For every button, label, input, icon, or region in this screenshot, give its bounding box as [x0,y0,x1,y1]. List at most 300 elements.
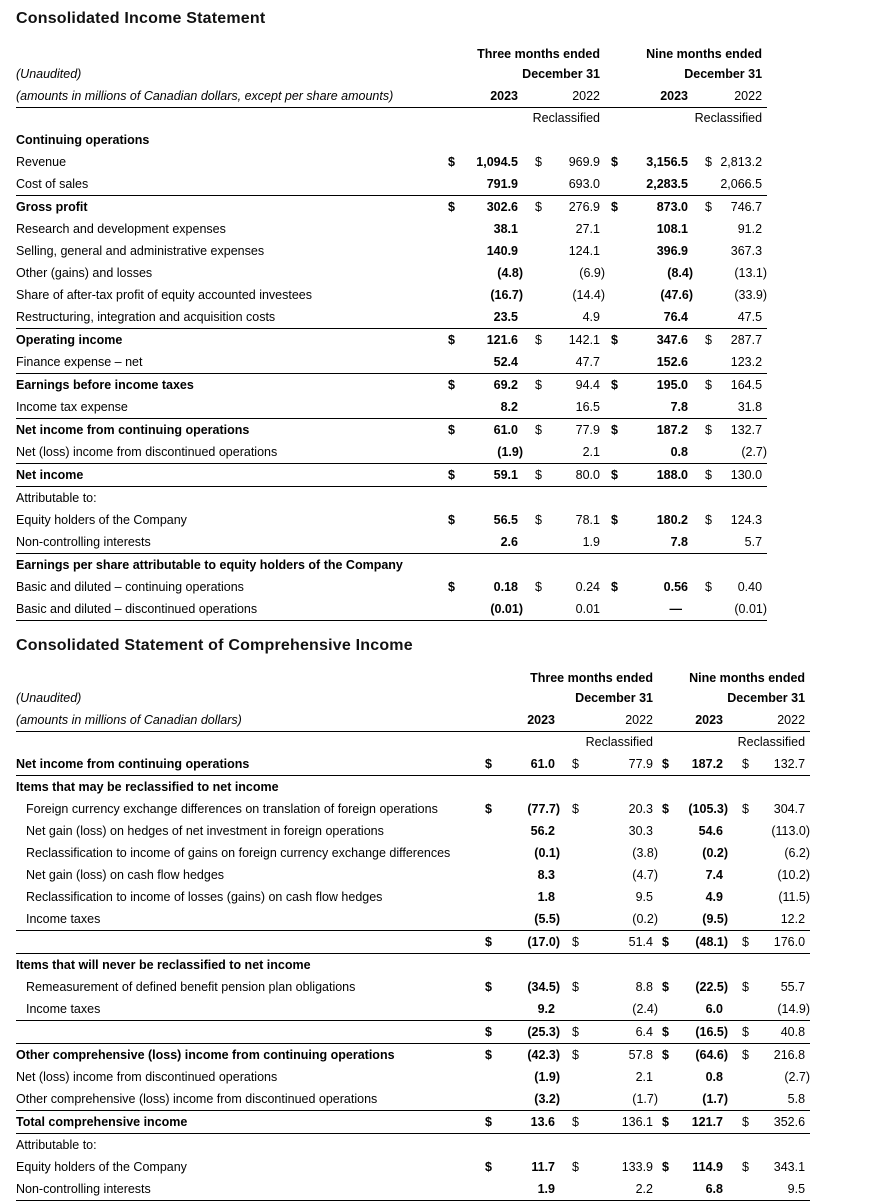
value-cell [499,998,560,1021]
value-text: 969.9 [568,155,600,169]
currency-symbol: $ [728,1021,756,1044]
year-header: 2022 [586,709,658,732]
currency-symbol [444,554,462,577]
currency-symbol [693,284,719,306]
value-cell [462,306,523,329]
value-cell [625,374,693,397]
value-cell [462,396,523,419]
currency-symbol [523,598,549,621]
value-text: 121.6 [486,333,518,347]
value-text: 0.01 [575,602,600,616]
value-text: 2.1 [582,445,600,459]
currency-symbol [481,908,499,931]
reclassified-note: Reclassified [532,111,600,125]
value-cell [625,240,693,262]
table-row [16,820,810,842]
value-cell [625,509,693,531]
currency-symbol [523,262,549,284]
value-text: 2.6 [500,535,518,549]
currency-symbol [605,173,625,196]
value-text: 0.40 [737,580,763,594]
value-cell [719,129,767,151]
value-cell [625,129,693,151]
value-cell [756,753,810,776]
currency-symbol: $ [728,1111,756,1134]
reclassified-note: Reclassified [694,111,763,125]
currency-symbol [481,1066,499,1088]
year-header: 2023 [676,709,728,732]
units-note: (amounts in millions of Canadian dollars, except per share amounts) [16,85,444,108]
value-cell [462,240,523,262]
currency-symbol [605,554,625,577]
period-group-title: Nine months ended [646,47,763,61]
value-cell [549,396,605,419]
currency-symbol: $ [572,802,579,816]
value-cell [549,196,605,219]
statement-title: Consolidated Statement of Comprehensive Income [16,637,413,654]
value-cell [499,886,560,908]
row-label: Remeasurement of defined benefit pension plan obligations [26,980,356,994]
value-text: 78.1 [575,513,600,527]
value-text: 51.4 [628,935,653,949]
currency-symbol [560,1088,586,1111]
row-label: Equity holders of the Company [16,1160,187,1174]
currency-symbol: $ [448,423,455,437]
currency-symbol [658,954,676,977]
table-row [16,129,767,151]
spacer-cell [605,85,625,108]
row-label: Non-controlling interests [16,1178,481,1201]
value-cell [462,151,523,173]
table-row [16,419,767,442]
table-row [16,1178,810,1201]
spacer-cell [16,108,444,130]
table-row [16,531,767,554]
value-text: 123.2 [730,355,763,369]
value-text: 2.1 [635,1070,653,1084]
value-cell [625,173,693,196]
year-header: 2023 [499,709,560,732]
value-text: 108.1 [656,222,688,236]
currency-symbol [658,1178,676,1201]
value-text: 3,156.5 [646,155,688,169]
value-text: (0.2) [702,846,728,860]
currency-symbol [523,129,549,151]
currency-symbol: $ [448,580,455,594]
value-text: 40.8 [780,1025,806,1039]
currency-symbol [560,998,586,1021]
value-text: 9.2 [537,1002,555,1016]
value-cell [549,509,605,531]
currency-symbol [444,218,462,240]
currency-symbol [481,820,499,842]
currency-symbol: $ [662,1048,669,1062]
currency-symbol: $ [728,753,756,776]
value-cell [462,196,523,219]
value-text: 1.9 [537,1182,555,1196]
currency-symbol [693,598,719,621]
table-row [16,1044,810,1067]
period-title-row [16,45,767,65]
value-cell [549,576,605,598]
value-cell [756,820,810,842]
currency-symbol [523,441,549,464]
value-cell [625,218,693,240]
currency-symbol: $ [560,931,586,954]
spacer-cell [481,709,499,732]
value-text: (16.5) [695,1025,728,1039]
row-label: Research and development expenses [16,222,226,236]
value-text: 8.3 [537,868,555,882]
value-text: 0.24 [575,580,600,594]
value-cell [549,173,605,196]
value-text: (0.01) [734,602,768,616]
value-text: 30.3 [628,824,653,838]
row-label: Operating income [16,333,123,347]
currency-symbol: $ [658,1021,676,1044]
value-cell [625,329,693,352]
value-cell [719,374,767,397]
period-subtitle-row [16,65,767,85]
row-label: Net income from continuing operations [16,423,250,437]
value-text: 1.9 [582,535,600,549]
value-text: 873.0 [656,200,688,214]
row-label: Restructuring, integration and acquisition costs [16,306,444,329]
value-text: 56.2 [530,824,555,838]
value-text: 693.0 [568,177,600,191]
value-cell [756,931,810,954]
currency-symbol [693,351,719,374]
currency-symbol [444,173,462,196]
value-cell [756,776,810,799]
table-row [16,1066,810,1088]
value-cell [625,598,693,621]
value-text: (113.0) [771,824,811,838]
currency-symbol: $ [611,580,618,594]
value-text: 302.6 [486,200,518,214]
year-header-row [16,709,810,732]
year-header: 2023 [625,85,693,108]
value-cell [719,262,767,284]
value-text: (8.4) [667,266,693,280]
value-cell [549,554,605,577]
value-text: (2.7) [784,1070,811,1084]
currency-symbol [444,262,462,284]
row-label: Earnings before income taxes [16,378,194,392]
row-label: Basic and diluted – continuing operations [16,580,244,594]
currency-symbol [728,1178,756,1201]
value-cell [719,284,767,306]
currency-symbol: $ [523,464,549,487]
value-text: 180.2 [656,513,688,527]
value-cell [719,218,767,240]
table-row [16,864,810,886]
value-text: (0.1) [534,846,560,860]
value-cell [549,531,605,554]
value-cell [756,1178,810,1201]
currency-symbol: $ [728,931,756,954]
value-cell [549,441,605,464]
value-text: 8.2 [500,400,518,414]
spacer-cell [605,108,693,130]
value-text: 4.9 [705,890,723,904]
value-cell [586,886,658,908]
value-cell [676,776,728,799]
value-cell [756,1134,810,1157]
table-row [16,753,810,776]
row-label: Attributable to: [16,1138,97,1152]
value-cell [462,262,523,284]
value-text: 164.5 [730,378,763,392]
value-cell [676,1044,728,1067]
currency-symbol: $ [448,513,455,527]
value-text: 132.7 [773,757,806,771]
period-group-title: Three months ended [477,47,600,61]
value-text: (14.4) [572,288,605,302]
row-label: Finance expense – net [16,351,444,374]
currency-symbol [658,1088,676,1111]
value-cell [719,196,767,219]
row-label: Gross profit [16,200,88,214]
value-text: (11.5) [778,890,811,904]
value-text: (105.3) [688,802,728,816]
value-cell [549,129,605,151]
currency-symbol [444,284,462,306]
value-cell [756,886,810,908]
value-cell [625,554,693,577]
value-text: 0.56 [663,580,688,594]
spacer-cell [16,732,481,754]
value-text: 55.7 [780,980,806,994]
value-cell [719,531,767,554]
currency-symbol [605,396,625,419]
value-cell [586,908,658,931]
value-cell [719,419,767,442]
row-label [16,931,481,954]
value-cell [549,419,605,442]
value-text: (3.8) [632,846,658,860]
currency-symbol: $ [742,980,749,994]
value-cell [499,1088,560,1111]
value-text: 140.9 [486,244,518,258]
currency-symbol [560,864,586,886]
currency-symbol: $ [705,423,712,437]
currency-symbol [523,531,549,554]
value-cell [625,441,693,464]
table-row [16,954,810,977]
value-cell [549,329,605,352]
value-cell [586,753,658,776]
value-text: 7.8 [670,535,688,549]
value-text: (1.7) [632,1092,658,1106]
period-group-title: Nine months ended [689,671,806,685]
value-cell [756,1088,810,1111]
value-cell [586,1066,658,1088]
value-cell [756,1156,810,1178]
table-row [16,173,767,196]
value-text: 23.5 [493,310,518,324]
currency-symbol [560,908,586,931]
value-text: 2,283.5 [646,177,688,191]
value-text: 287.7 [730,333,763,347]
value-text: (5.5) [534,912,560,926]
value-cell [756,1111,810,1134]
year-header: 2022 [549,85,605,108]
value-text: (1.7) [702,1092,728,1106]
currency-symbol [728,886,756,908]
currency-symbol: $ [485,802,492,816]
currency-symbol: $ [658,931,676,954]
currency-symbol [693,218,719,240]
table-row [16,351,767,374]
value-cell [586,842,658,864]
value-text: — [669,602,682,616]
value-text: 176.0 [773,935,806,949]
table-row [16,1156,810,1178]
table-row [16,509,767,531]
value-text: 0.8 [670,445,688,459]
currency-symbol: $ [572,1048,579,1062]
value-cell [462,351,523,374]
value-cell [586,864,658,886]
currency-symbol: $ [535,155,542,169]
currency-symbol: $ [742,802,749,816]
period-group-subtitle: December 31 [575,691,653,705]
value-text: 114.9 [692,1160,723,1174]
currency-symbol: $ [448,155,455,169]
value-cell [676,1066,728,1088]
value-text: (33.9) [734,288,768,302]
table-row [16,776,810,799]
value-cell [499,1066,560,1088]
row-label: Net gain (loss) on hedges of net investment in foreign operations [26,824,384,838]
value-cell [676,998,728,1021]
currency-symbol: $ [662,1160,669,1174]
value-text: 133.9 [621,1160,653,1174]
currency-symbol: $ [705,580,712,594]
period-group-subtitle: December 31 [684,67,763,81]
value-cell [719,487,767,510]
currency-symbol [605,240,625,262]
currency-symbol [605,129,625,151]
value-cell [499,931,560,954]
currency-symbol: $ [611,333,618,347]
row-label: Net income [16,464,444,487]
value-text: 0.18 [493,580,518,594]
currency-symbol [481,1134,499,1157]
currency-symbol: $ [535,333,542,347]
table-row [16,576,767,598]
value-cell [462,487,523,510]
currency-symbol: $ [535,378,542,392]
currency-symbol [444,129,462,151]
value-cell [499,798,560,820]
value-text: 396.9 [656,244,688,258]
value-text: 343.1 [773,1160,806,1174]
value-text: (42.3) [527,1048,560,1062]
value-text: 76.4 [663,310,688,324]
currency-symbol [693,487,719,510]
value-text: 132.7 [730,423,763,437]
spacer-cell [658,732,728,754]
value-cell [462,419,523,442]
currency-symbol: $ [560,1111,586,1134]
value-cell [676,1088,728,1111]
currency-symbol: $ [481,931,499,954]
reclassified-note: Reclassified [737,735,806,749]
currency-symbol [728,954,756,977]
currency-symbol [728,776,756,799]
row-label [16,1021,481,1044]
value-cell [499,954,560,977]
currency-symbol: $ [705,378,712,392]
value-cell [625,576,693,598]
spacer-cell [658,709,676,732]
currency-symbol [605,598,625,621]
table-row [16,598,767,621]
currency-symbol [658,886,676,908]
row-label: Net (loss) income from discontinued operations [16,441,444,464]
value-cell [586,1044,658,1067]
value-text: 6.8 [705,1182,723,1196]
value-text: 2.2 [635,1182,653,1196]
value-text: (14.9) [777,1002,811,1016]
value-cell [756,954,810,977]
currency-symbol [728,842,756,864]
value-cell [586,798,658,820]
currency-symbol [481,954,499,977]
currency-symbol: $ [481,1111,499,1134]
row-label: Revenue [16,155,67,169]
value-cell [676,1178,728,1201]
table-row [16,886,810,908]
currency-symbol [728,908,756,931]
row-label: Other comprehensive (loss) income from discontinued operations [16,1088,481,1111]
spacer-cell [560,709,586,732]
value-text: (48.1) [695,935,728,949]
currency-symbol [523,173,549,196]
table-row [16,908,810,931]
row-label: Other (gains) and losses [16,266,153,280]
value-cell [719,396,767,419]
value-text: 5.8 [787,1092,806,1106]
value-text: (4.8) [497,266,523,280]
currency-symbol: $ [535,423,542,437]
spacer-cell [444,85,462,108]
value-text: 69.2 [493,378,518,392]
value-text: 746.7 [730,200,763,214]
value-cell [756,1044,810,1067]
value-text: 124.3 [730,513,763,527]
table-row [16,262,767,284]
currency-symbol [605,218,625,240]
table-row [16,396,767,419]
row-label: Foreign currency exchange differences on translation of foreign operations [26,802,438,816]
value-text: 57.8 [628,1048,653,1062]
table-row [16,329,767,352]
currency-symbol [605,487,625,510]
value-cell [462,509,523,531]
value-cell [719,509,767,531]
value-text: 8.8 [635,980,653,994]
value-text: (6.2) [784,846,811,860]
value-cell [462,598,523,621]
value-text: 9.5 [635,890,653,904]
value-cell [625,196,693,219]
currency-symbol: $ [481,1021,499,1044]
currency-symbol [481,886,499,908]
value-text: 56.5 [493,513,518,527]
